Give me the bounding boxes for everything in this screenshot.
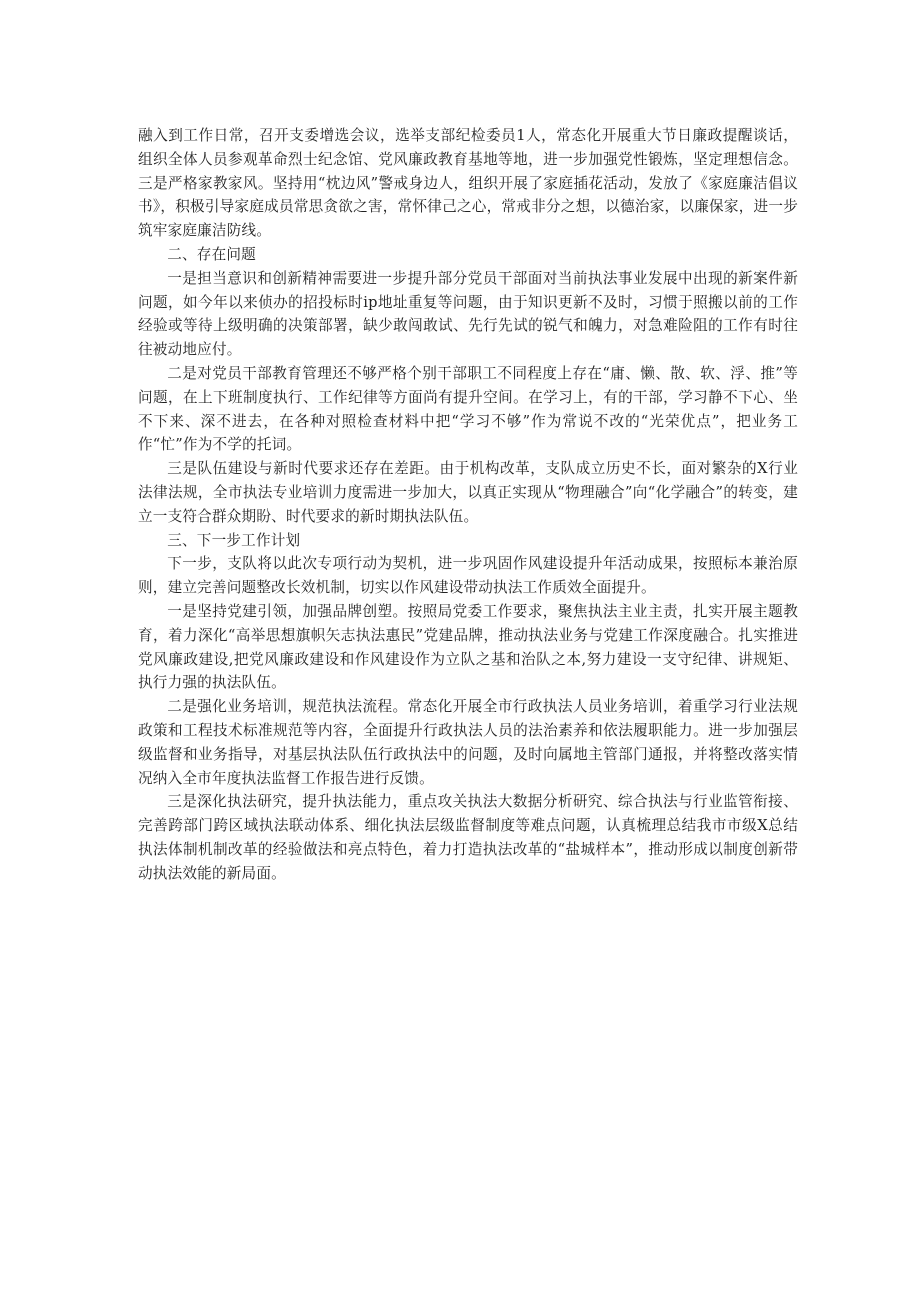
paragraph-plan-intro: 下一步，支队将以此次专项行动为契机，进一步巩固作风建设提升年活动成果，按照标本兼治原则，建立完善问题整改长效机制，切实以作风建设带动执法工作质效全面提升。 — [138, 555, 798, 597]
paragraph-problem-1: 一是担当意识和创新精神需要进一步提升部分党员干部面对当前执法事业发展中出现的新案件新问题，如今年以来侦办的招投标时ip地址重复等问题，由于知识更新不及时，习惯于照搬以前的工作经验或等待上级明确的决策部署，缺少敢闯敢试、先行先试的锐气和魄力，对急难险阻的工作有时往往被动地应付。 — [138, 269, 798, 359]
paragraph-problem-2: 二是对党员干部教育管理还不够严格个别干部职工不同程度上存在“庸、懒、散、软、浮、推”等问题，在上下班制度执行、工作纪律等方面尚有提升空间。在学习上，有的干部，学习静不下心、坐不下来、深不进去，在各种对照检查材料中把“学习不够”作为常说不改的“光荣优点”，把业务工作“忙”作为不学的托词。 — [138, 364, 798, 454]
paragraph-problem-3: 三是队伍建设与新时代要求还存在差距。由于机构改革，支队成立历史不长，面对繁杂的X行业法律法规，全市执法专业培训力度需进一步加大，以真正实现从“物理融合”向“化学融合”的转变，建立一支符合群众期盼、时代要求的新时期执法队伍。 — [138, 460, 798, 525]
document-body — [138, 124, 798, 886]
section-heading-problems: 二、存在问题 — [167, 245, 256, 263]
paragraph-plan-1: 一是坚持党建引领，加强品牌创塑。按照局党委工作要求，聚焦执法主业主责，扎实开展主题教育，着力深化“高举思想旗帜矢志执法惠民”党建品牌，推动执法业务与党建工作深度融合。扎实推进党风廉政建设,把党风廉政建设和作风建设作为立队之基和治队之本,努力建设一支守纪律、讲规矩、执行力强的执法队伍。 — [138, 602, 798, 692]
paragraph-plan-3: 三是深化执法研究，提升执法能力，重点攻关执法大数据分析研究、综合执法与行业监管衔接、完善跨部门跨区域执法联动体系、细化执法层级监督制度等难点问题，认真梳理总结我市市级X总结执法体制机制改革的经验做法和亮点特色，着力打造执法改革的“盐城样本”，推动形成以制度创新带动执法效能的新局面。 — [138, 793, 798, 882]
paragraph-continuation: 融入到工作日常，召开支委增选会议，选举支部纪检委员1人，常态化开展重大节日廉政提醒谈话，组织全体人员参观革命烈士纪念馆、党风廉政教育基地等地，进一步加强党性锻炼，坚定理想信念。三是严格家教家风。坚持用“枕边风”警戒身边人，组织开展了家庭插花活动，发放了《家庭廉洁倡议书》，积极引导家庭成员常思贪欲之害，常怀律己之心，常戒非分之想，以德治家，以廉保家，进一步筑牢家庭廉洁防线。 — [138, 127, 798, 240]
paragraph-plan-2: 二是强化业务培训，规范执法流程。常态化开展全市行政执法人员业务培训，着重学习行业法规政策和工程技术标准规范等内容，全面提升行政执法人员的法治素养和依法履职能力。进一步加强层级监督和业务指导，对基层执法队伍行政执法中的问题，及时向属地主管部门通报，并将整改落实情况纳入全市年度执法监督工作报告进行反馈。 — [138, 698, 798, 787]
section-heading-next-plan: 三、下一步工作计划 — [167, 531, 301, 549]
